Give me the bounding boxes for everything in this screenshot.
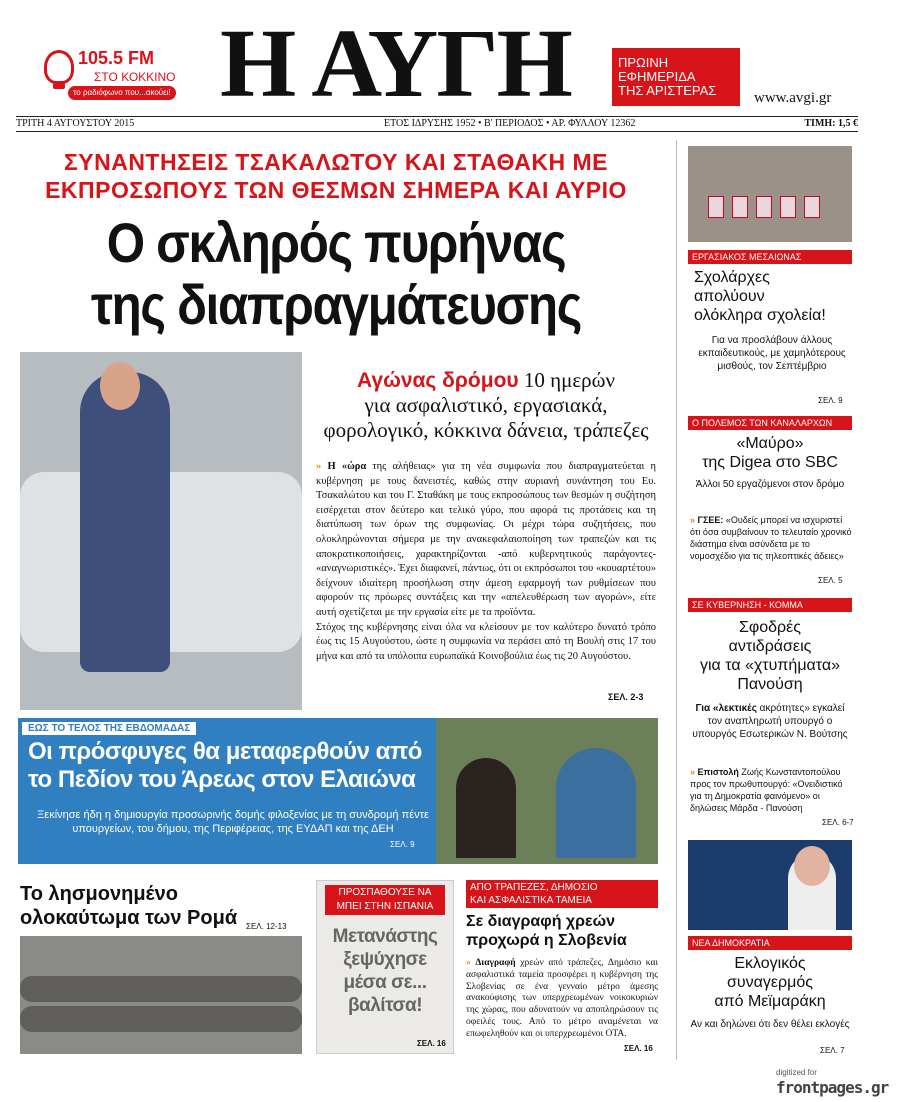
woman-head (100, 362, 140, 410)
sidebar-headline[interactable] (688, 434, 852, 472)
body-strong: Για «λεκτικές (695, 703, 757, 714)
chevron-right-icon: » (690, 515, 696, 525)
page-ref: ΣΕΛ. 6-7 (822, 818, 854, 827)
woman-figure (80, 372, 170, 672)
story-tag (325, 885, 445, 915)
kicker-line: ΕΚΠΡΟΣΩΠΟΥΣ ΤΩΝ ΘΕΣΜΩΝ ΣΗΜΕΡΑ ΚΑΙ ΑΥΡΙΟ (45, 177, 627, 203)
crowd-row (20, 976, 302, 1002)
tagline-line: ΠΡΩΙΝΗ (618, 55, 669, 70)
sidebar-headline[interactable] (688, 618, 852, 694)
body-text: «Ουδείς μπορεί να ισχυριστεί ότι όσα συμβαίνουν το τελευταίο χρονικό διάστημα είναι ασύνδετα με το νομοσχέδιο για τις τηλεοπτικές άδειες» (690, 515, 852, 561)
body-strong: Επιστολή (697, 767, 739, 777)
body-paragraph: Στόχος της κυβέρνησης είναι όλα να κλείσουν με τον καλύτερο δυνατό τρόπο έως τις 15 Αυγούστου, ώστε η συμφωνία να περάσει από τη Βουλή στις 17 του μήνα και από τα υπόλοιπα ευρωπαϊκά Κοινοβούλια έως τις 20 Αυγούστου. (316, 621, 656, 662)
crowd-row (20, 1006, 302, 1032)
sidebar-subheadline: Άλλοι 50 εργαζόμενοι στον δρόμο (695, 479, 845, 490)
tag-line: ΠΡΟΣΠΑΘΟΥΣΕ ΝΑ (338, 887, 432, 898)
headline-line: προχωρά η Σλοβενία (466, 932, 627, 949)
sidebar-headline[interactable] (688, 954, 852, 1011)
lead-photo (20, 352, 302, 710)
story-tag (466, 880, 658, 908)
headline-line: συναγερμός (727, 974, 813, 991)
lead-kicker (16, 148, 656, 204)
body-text: ακρότητες» εγκαλεί τον αναπληρωτή υπουργό ο υπουργός Εσωτερικών Ν. Βούτσης (692, 703, 848, 740)
radio-slogan: το ραδιόφωνο που...ακούει! (68, 86, 176, 100)
headline-line: Οι πρόσφυγες θα μεταφερθούν από (28, 738, 422, 765)
protest-sign (708, 196, 724, 218)
tag-line: ΚΑΙ ΑΣΦΑΛΙΣΤΙΚΑ ΤΑΜΕΙΑ (470, 895, 592, 906)
chevron-right-icon: » (316, 461, 322, 472)
headline-line: Σφοδρές (738, 619, 801, 636)
story-tag: ΕΩΣ ΤΟ ΤΕΛΟΣ ΤΗΣ ΕΒΔΟΜΑΔΑΣ (22, 722, 196, 735)
story-tag: Ο ΠΟΛΕΜΟΣ ΤΩΝ ΚΑΝΑΛΑΡΧΩΝ (688, 416, 852, 430)
tagline-line: ΕΦΗΜΕΡΙΔΑ (618, 69, 696, 84)
tagline-line: ΤΗΣ ΑΡΙΣΤΕΡΑΣ (618, 83, 717, 98)
sidebar-body (690, 766, 852, 814)
slovenia-body (466, 958, 658, 1041)
protest-sign (756, 196, 772, 218)
headline-line: απολύουν (694, 288, 765, 305)
headline-line: από Μεϊμαράκη (714, 993, 826, 1010)
page-ref: ΣΕΛ. 16 (624, 1044, 653, 1053)
lead-headline[interactable] (54, 212, 617, 336)
protest-sign (804, 196, 820, 218)
website-link[interactable]: www.avgi.gr (754, 90, 832, 106)
body-text: χρεών από τράπεζες, Δημόσιο και ασφαλιστικά ταμεία προσφέρει η κυβέρνηση της Σλοβενίας σε ένα γενναίο μέτρο άμεσης ανακούφισης των υπερχρεωμένων νοικοκυριών της χώρας, που αδυνατούν να αποπληρώσουν τις οφειλές τους. Από το μέτρο αναμένεται να επωφεληθούν και οι υπερχρεωμένοι ΟΤΑ. (466, 958, 658, 1039)
masthead-title: Η ΑΥΓΗ (220, 10, 571, 118)
sidebar-body: Για να προσλάβουν άλλους εκπαιδευτικούς, με χαμηλότερους μισθούς, τον Σεπτέμβριο (698, 335, 846, 372)
headline-line: για τα «χτυπήματα» (699, 657, 841, 674)
headline-line: αντιδράσεις (728, 638, 812, 655)
story-tag: ΝΕΑ ΔΗΜΟΚΡΑΤΙΑ (688, 936, 852, 950)
body-text: Ζωής Κωνσταντοπούλου προς τον πρωθυπουργό: «Ονειδιστικό για τη Δημοκρατία φαινόμενο» οι δηλώσεις Μάρδα - Πανούση (690, 767, 843, 813)
headline-line: Ο σκληρός πυρήνας (106, 211, 566, 274)
headline-line: ολοκαύτωμα των Ρομά (20, 907, 238, 929)
body-strong: Διαγραφή (475, 958, 516, 968)
headline-line: μέσα σε... (343, 972, 427, 993)
subheadline-line: για ασφαλιστικό, εργασιακά, (364, 393, 608, 417)
story-headline (321, 925, 449, 1017)
body-strong: ΓΣΕΕ: (697, 515, 724, 525)
page-ref: ΣΕΛ. 9 (818, 396, 843, 405)
sidebar-headline[interactable] (694, 268, 826, 325)
subheadline-text: 10 ημερών (518, 368, 615, 392)
radio-frequency: 105.5 FM (78, 48, 155, 68)
headline-line: Το λησμονημένο (20, 883, 178, 905)
headline-line: Μετανάστης (332, 926, 438, 947)
issue-info: ΕΤΟΣ ΙΔΡΥΣΗΣ 1952 • Β' ΠΕΡΙΟΔΟΣ • ΑΡ. ΦΥΛΛΟΥ 12362 (384, 118, 636, 129)
sidebar-divider (676, 140, 677, 1060)
credit-site: frontpages.gr (776, 1078, 889, 1097)
kicker-line: ΣΥΝΑΝΤΗΣΕΙΣ ΤΣΑΚΑΛΩΤΟΥ ΚΑΙ ΣΤΑΘΑΚΗ ΜΕ (63, 149, 609, 175)
headline-line: «Μαύρο» (736, 435, 804, 452)
slovenia-headline[interactable] (466, 912, 658, 950)
subheadline-line: φορολογικό, κόκκινα δάνεια, τράπεζες (323, 418, 649, 442)
headline-line: της διαπραγμάτευσης (90, 273, 582, 336)
lead-subheadline (314, 368, 658, 443)
issue-date: ΤΡΙΤΗ 4 ΑΥΓΟΥΣΤΟΥ 2015 (16, 118, 135, 129)
protest-photo (688, 146, 852, 242)
man-face (794, 846, 830, 886)
chevron-right-icon: » (466, 958, 471, 968)
chevron-right-icon: » (690, 767, 696, 777)
headline-line: το Πεδίον του Άρεως στον Ελαιώνα (28, 766, 416, 793)
lightbulb-icon (44, 50, 74, 84)
story-body: Ξεκίνησε ήδη η δημιουργία προσωρινής δομής φιλοξενίας με τη συνδρομή πέντε υπουργείων, του δήμου, της Περιφέρειας, της ΕΥΔΑΠ και της ΔΕΗ (37, 809, 429, 835)
page-ref: ΣΕΛ. 16 (417, 1039, 446, 1048)
sidebar-body (690, 514, 852, 562)
refugee-story[interactable] (18, 718, 658, 864)
headline-line: Πανούση (737, 676, 803, 693)
body-strong: Η «ώρα (327, 461, 367, 472)
politician-photo (688, 840, 852, 930)
headline-line: βαλίτσα! (347, 995, 423, 1016)
story-tag: ΕΡΓΑΣΙΑΚΟΣ ΜΕΣΑΙΩΝΑΣ (688, 250, 852, 264)
story-tag: ΣΕ ΚΥΒΕΡΝΗΣΗ - ΚΟΜΜΑ (688, 598, 852, 612)
masthead-tagline (612, 48, 740, 106)
headline-line: Εκλογικός (734, 955, 806, 972)
tag-line: ΑΠΟ ΤΡΑΠΕΖΕΣ, ΔΗΜΟΣΙΟ (470, 882, 598, 893)
issue-price: ΤΙΜΗ: 1,5 € (804, 118, 858, 129)
radio-logo (44, 48, 178, 104)
body-text: της αλήθειας» για τη νέα συμφωνία που διαπραγματεύεται η κυβέρνηση με τους δανειστές, καθώς στην αυριανή συνάντηση του Ευ. Τσακαλώτου και του Γ. Σταθάκη με τους εκπροσώπους των θεσμών η συζήτηση εισέρχεται στον δεύτερο και τελικό γύρο, που αφορά τις προτάσεις και τη διατύπωση των όρων της συμφωνίας. Οι μέχρι τώρα συζητήσεις, που ολοκληρώνονται σήμερα με την ανακεφαλαιοποίηση των τραπεζών και τις αποκρατικοποιήσεις, χαρακτηρίζονται -από κυβερνητικούς παράγοντες- «αναγνωριστικές». Έχει διαφανεί, πάντως, ότι οι εκπρόσωποι του «κουαρτέτου» δείχνουν ιδιαίτερη προσήλωση στην άμεση εφαρμογή των ρυθμίσεων που αφορούν τις πρόωρες συντάξεις και την «απελευθέρωση των αγορών», είτε αυτή σχετίζεται με την εργασία είτε με τα προϊόντα. (316, 461, 657, 618)
headline-line: Σχολάρχες (694, 269, 770, 286)
roma-photo (20, 936, 302, 1054)
lead-body (316, 460, 656, 664)
story-headline (28, 738, 448, 794)
refugee-photo (436, 718, 658, 864)
tag-line: ΜΠΕΙ ΣΤΗΝ ΙΣΠΑΝΙΑ (336, 901, 434, 912)
subheadline-highlight: Αγώνας δρόμου (357, 369, 519, 392)
headline-line: ξεψύχησε (343, 949, 427, 970)
credit-label: digitized for (776, 1068, 817, 1077)
sidebar-body: Αν και δηλώνει ότι δεν θέλει εκλογές (690, 1019, 850, 1030)
migrant-story[interactable] (316, 880, 454, 1054)
person-figure (556, 748, 636, 858)
person-figure (456, 758, 516, 858)
protest-sign (780, 196, 796, 218)
page-ref: ΣΕΛ. 12-13 (246, 922, 287, 931)
page-ref: ΣΕΛ. 7 (820, 1046, 845, 1055)
page-ref: ΣΕΛ. 5 (818, 576, 843, 585)
headline-line: της Digea στο SBC (702, 454, 838, 471)
page-ref: ΣΕΛ. 9 (390, 840, 415, 849)
page-ref: ΣΕΛ. 2-3 (608, 692, 644, 702)
protest-sign (732, 196, 748, 218)
headline-line: ολόκληρα σχολεία! (694, 307, 826, 324)
sidebar-body (688, 702, 852, 741)
radio-name: ΣΤΟ ΚΟΚΚΙΝΟ (94, 70, 176, 84)
dateline-bar (16, 116, 858, 132)
headline-line: Σε διαγραφή χρεών (466, 913, 616, 930)
